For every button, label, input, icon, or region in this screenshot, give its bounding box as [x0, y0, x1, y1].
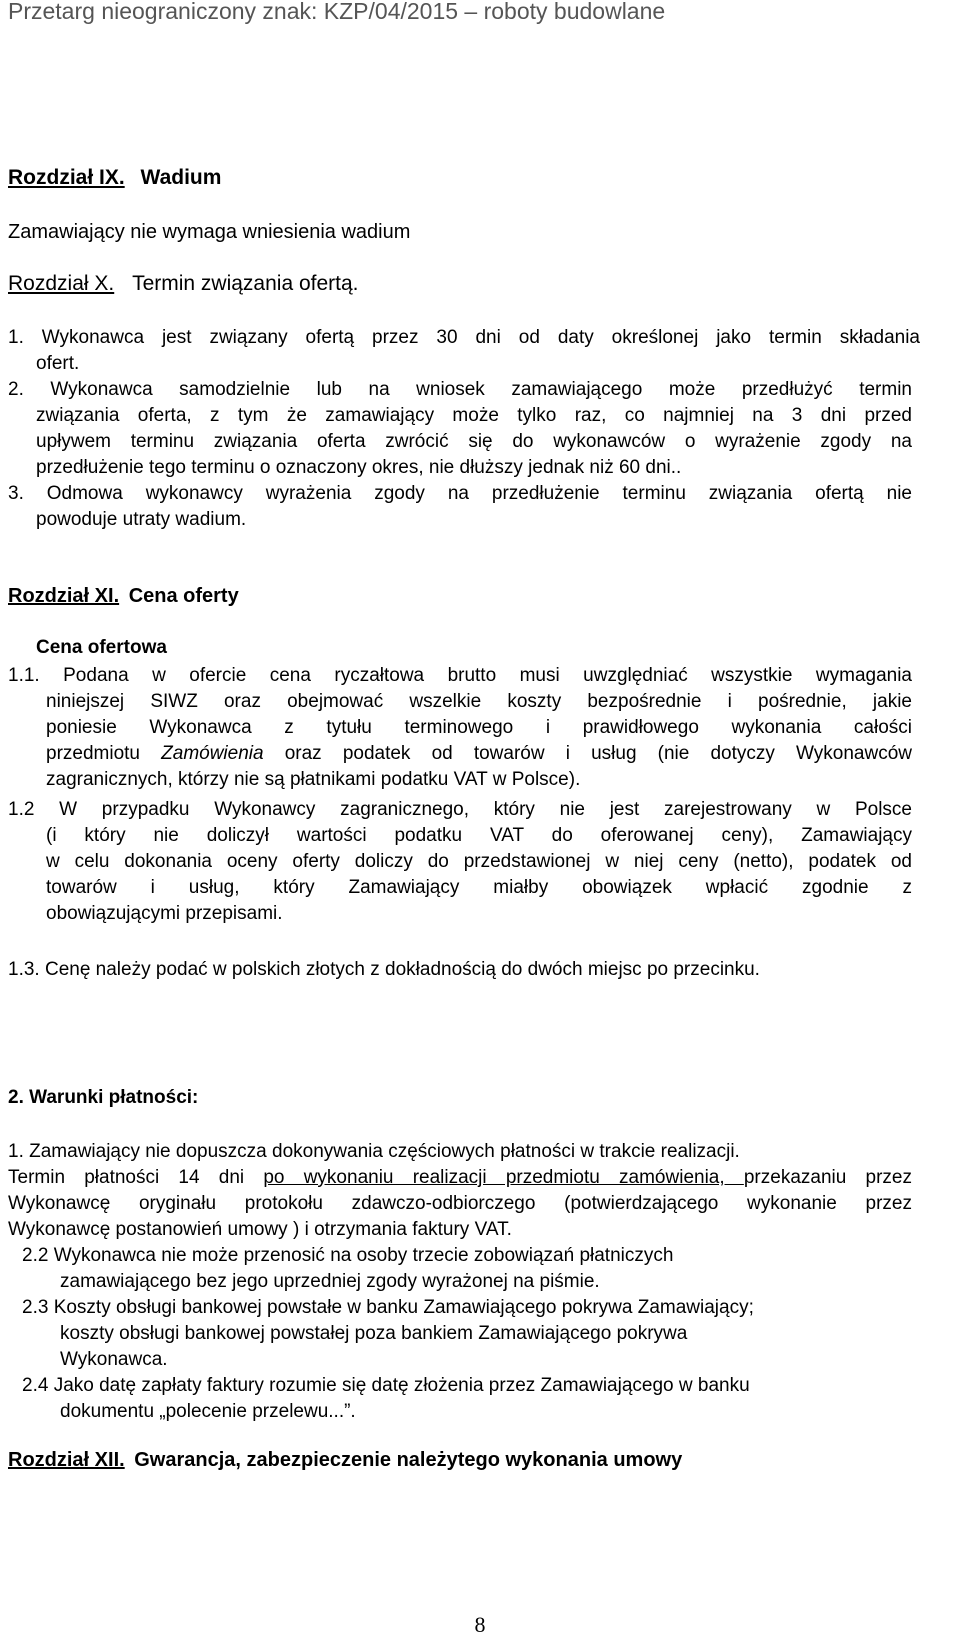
chapter-heading — [8, 1448, 682, 1472]
paragraph-line: (i który nie doliczył wartości podatku VAT do oferowanej ceny), Zamawiający — [46, 825, 912, 846]
chapter-title: Wadium — [140, 166, 222, 189]
text-run: przekazaniu przez — [743, 1167, 912, 1188]
paragraph: Zamawiający nie wymaga wniesienia wadium — [8, 221, 411, 243]
text-run: oraz podatek od towarów i usług (nie dotyczy Wykonawców — [263, 743, 912, 764]
chapter-heading — [8, 166, 221, 190]
italic-term: Zamówienia — [161, 743, 264, 764]
document-header: Przetarg nieograniczony znak: KZP/04/2015 – roboty budowlane — [8, 0, 666, 24]
paragraph-line: w celu dokonania oceny oferty doliczy do przedstawionej w niej ceny (netto), podatek od — [46, 851, 912, 872]
paragraph-line: 1.2 W przypadku Wykonawcy zagranicznego, który nie jest zarejestrowany w Polsce — [8, 799, 912, 820]
paragraph-line: ofert. — [36, 353, 80, 374]
paragraph-line: 1.3. Cenę należy podać w polskich złotych z dokładnością do dwóch miejsc po przecinku. — [8, 959, 760, 980]
paragraph-line: 1.1. Podana w ofercie cena ryczałtowa brutto musi uwzględniać wszystkie wymagania — [8, 665, 912, 686]
chapter-title: Termin związania ofertą. — [132, 272, 359, 295]
chapter-title: Cena oferty — [128, 585, 239, 607]
paragraph-line: 2. Wykonawca samodzielnie lub na wniosek zamawiającego może przedłużyć termin — [8, 379, 912, 400]
paragraph-line: obowiązującymi przepisami. — [46, 903, 283, 924]
chapter-label: Rozdział IX. — [8, 166, 125, 189]
chapter-title: Gwarancja, zabezpieczenie należytego wykonania umowy — [134, 1449, 683, 1471]
paragraph-line: Wykonawcę postanowień umowy ) i otrzymania faktury VAT. — [8, 1219, 512, 1240]
chapter-heading — [8, 272, 359, 296]
paragraph-line: 1. Zamawiający nie dopuszcza dokonywania częściowych płatności w trakcie realizacji. — [8, 1141, 740, 1162]
paragraph-line: niniejszej SIWZ oraz obejmować wszelkie koszty bezpośrednie i pośrednie, jakie — [46, 691, 912, 712]
paragraph-line: koszty obsługi bankowej powstałej poza bankiem Zamawiającego pokrywa — [60, 1323, 688, 1344]
paragraph-line: upływem terminu związania oferta zwrócić się do wykonawców o wyrażenie zgody na — [36, 431, 912, 452]
chapter-label: Rozdział XII. — [8, 1449, 125, 1471]
chapter-heading — [8, 584, 239, 608]
paragraph-line: 1. Wykonawca jest związany ofertą przez 30 dni od daty określonej jako termin składania — [8, 327, 920, 348]
paragraph-line: Wykonawca. — [60, 1349, 168, 1370]
paragraph-line: zamawiającego bez jego uprzedniej zgody wyrażonej na piśmie. — [60, 1271, 600, 1292]
paragraph-line — [8, 1166, 912, 1190]
paragraph-line: towarów i usług, który Zamawiający miałby obowiązek wpłacić zgodnie z — [46, 877, 912, 898]
chapter-label: Rozdział XI. — [8, 585, 120, 607]
paragraph-line: 2.2 Wykonawca nie może przenosić na osoby trzecie zobowiązań płatniczych — [22, 1245, 674, 1266]
paragraph-line — [46, 742, 912, 766]
paragraph-line: poniesie Wykonawca z tytułu terminowego i prawidłowego wykonania całości — [46, 717, 912, 738]
paragraph-line: zagranicznych, którzy nie są płatnikami podatku VAT w Polsce). — [46, 769, 581, 790]
page-number: 8 — [474, 1612, 486, 1637]
text-run: przedmiotu — [46, 743, 162, 764]
underlined-text: po wykonaniu realizacji przedmiotu zamówienia, — [263, 1167, 744, 1188]
paragraph-line: przedłużenie tego terminu o oznaczony okres, nie dłuższy jednak niż 60 dni.. — [36, 457, 682, 478]
paragraph-line: związania oferta, z tym że zamawiający może tylko raz, co najmniej na 3 dni przed — [36, 405, 912, 426]
paragraph-line: 3. Odmowa wykonawcy wyrażenia zgody na przedłużenie terminu związania ofertą nie — [8, 483, 912, 504]
section-heading: 2. Warunki płatności: — [8, 1087, 199, 1108]
paragraph-line: Wykonawcę oryginału protokołu zdawczo-odbiorczego (potwierdzającego wykonanie przez — [8, 1193, 912, 1214]
paragraph-line: 2.4 Jako datę zapłaty faktury rozumie się datę złożenia przez Zamawiającego w banku — [22, 1375, 750, 1396]
paragraph-line: dokumentu „polecenie przelewu...”. — [60, 1401, 356, 1422]
section-subtitle: Cena ofertowa — [36, 637, 167, 658]
paragraph-line: powoduje utraty wadium. — [36, 509, 247, 530]
text-run: Termin płatności 14 dni — [8, 1167, 264, 1188]
chapter-label: Rozdział X. — [8, 272, 115, 295]
paragraph-line: 2.3 Koszty obsługi bankowej powstałe w banku Zamawiającego pokrywa Zamawiający; — [22, 1297, 754, 1318]
